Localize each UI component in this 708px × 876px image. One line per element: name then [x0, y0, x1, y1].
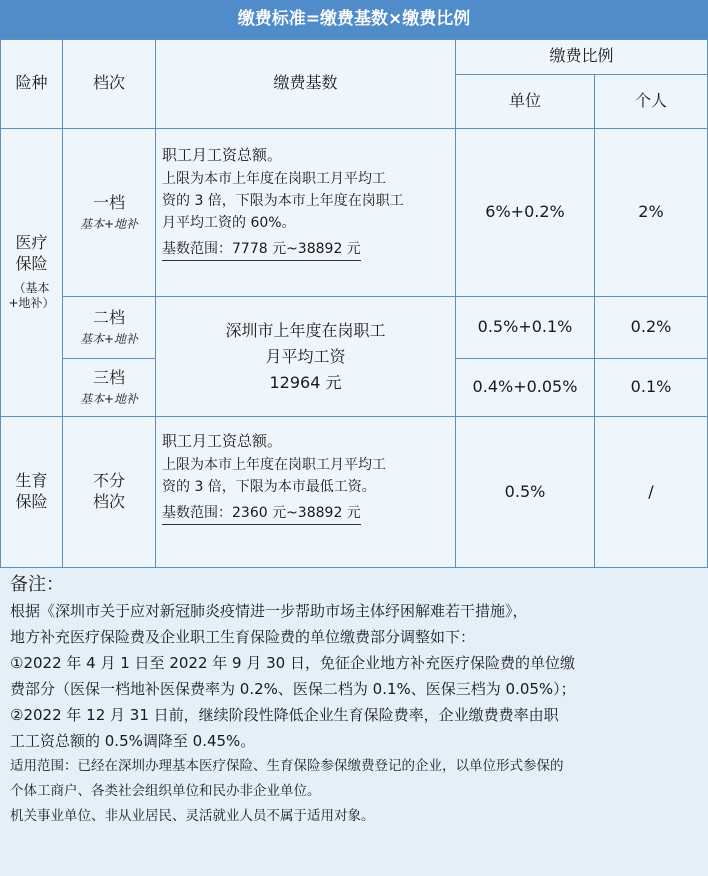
- maternity-name-line1: 生育: [15, 471, 48, 491]
- rate-table: [0, 38, 708, 568]
- tier2-name: 二档: [92, 307, 125, 327]
- col-header-personal: 个人: [634, 91, 667, 111]
- tier3-sub: 基本+地补: [79, 391, 139, 406]
- tier1-personal-rate: 2%: [638, 202, 664, 222]
- medical-name-note-line1: （基本: [13, 280, 50, 295]
- remarks-item-2a: ②2022 年 12 月 31 日前，继续阶段性降低企业生育保险费率，企业缴费费率由职: [10, 706, 559, 724]
- tier3-employer-rate: 0.4%+0.05%: [472, 377, 578, 397]
- col-header-employer: 单位: [508, 91, 541, 111]
- tier1-base-lead: 职工月工资总额。: [162, 146, 283, 164]
- tier1-employer-rate: 6%+0.2%: [485, 202, 565, 222]
- maternity-employer-rate: 0.5%: [504, 481, 546, 501]
- tier3-name: 三档: [92, 367, 125, 387]
- remarks-item-2b: 工工资总额的 0.5%调降至 0.45%。: [10, 732, 256, 750]
- maternity-tier-line2: 档次: [92, 492, 125, 511]
- maternity-base-range: 基数范围：2360 元~38892 元: [162, 502, 361, 525]
- maternity-insurance-label: [1, 417, 62, 567]
- shared-base-value: 12964 元: [269, 372, 342, 392]
- remarks-scope-b: 个体工商户、各类社会组织单位和民办非企业单位。: [10, 783, 321, 799]
- tier1-base-line3: 月平均工资的 60%。: [162, 215, 296, 231]
- remarks-title: 备注：: [10, 574, 64, 595]
- tier1-base-description: [162, 144, 452, 261]
- medical-name-note-line2: +地补）: [8, 296, 55, 311]
- col-header-insurance-type: 险种: [15, 73, 48, 93]
- tier3-personal-rate: 0.1%: [630, 377, 672, 397]
- remarks-paragraph-2: 地方补充医疗保险费及企业职工生育保险费的单位缴费部分调整如下：: [10, 628, 476, 646]
- medical-name-line1: 医疗: [15, 233, 48, 253]
- remarks-item-1b: 费部分（医保一档地补医保费率为 0.2%、医保二档为 0.1%、医保三档为 0.05%）；: [10, 680, 576, 698]
- tier2-sub: 基本+地补: [79, 331, 139, 346]
- tier2-3-shared-base: [156, 297, 455, 416]
- maternity-tier-label: [63, 417, 155, 567]
- medical-name-line2: 保险: [15, 253, 48, 273]
- maternity-name-line2: 保险: [15, 492, 48, 511]
- tier1-label: [63, 129, 155, 296]
- remarks-paragraph-1: 根据《深圳市关于应对新冠肺炎疫情进一步帮助市场主体纾困解难若干措施》，: [10, 602, 528, 620]
- maternity-personal-rate: /: [648, 481, 654, 501]
- remarks-item-1a: ①2022 年 4 月 1 日至 2022 年 9 月 30 日，免征企业地方补充医疗保险费的单位缴: [10, 654, 575, 672]
- tier1-sub: 基本+地补: [79, 216, 139, 231]
- tier1-name: 一档: [92, 192, 125, 212]
- col-header-ratio: 缴费比例: [549, 46, 614, 66]
- col-header-tier: 档次: [92, 73, 125, 93]
- header-title: 缴费标准=缴费基数×缴费比例: [0, 0, 708, 38]
- tier1-base-range: 基数范围：7778 元~38892 元: [162, 238, 361, 261]
- shared-base-line1: 深圳市上年度在岗职工: [225, 320, 386, 340]
- tier2-personal-rate: 0.2%: [630, 317, 672, 337]
- maternity-tier-line1: 不分: [92, 471, 125, 491]
- shared-base-line2: 月平均工资: [265, 346, 346, 366]
- remarks-exclusion: 机关事业单位、非从业居民、灵活就业人员不属于适用对象。: [10, 808, 375, 824]
- maternity-base-lead: 职工月工资总额。: [162, 432, 283, 450]
- maternity-base-line2: 资的 3 倍，下限为本市最低工资。: [162, 479, 376, 495]
- tier2-label: [63, 297, 155, 358]
- tier1-base-line2: 资的 3 倍，下限为本市上年度在岗职工: [162, 193, 404, 209]
- maternity-base-description: [162, 430, 452, 525]
- tier1-base-line1: 上限为本市上年度在岗职工月平均工: [162, 171, 386, 187]
- medical-insurance-label: [1, 129, 62, 416]
- remarks-section: [0, 568, 708, 876]
- remarks-scope-a: 适用范围：已经在深圳办理基本医疗保险、生育保险参保缴费登记的企业，以单位形式参保的: [10, 758, 564, 774]
- maternity-base-line1: 上限为本市上年度在岗职工月平均工: [162, 457, 386, 473]
- col-header-base: 缴费基数: [273, 73, 338, 93]
- tier3-label: [63, 359, 155, 416]
- tier2-employer-rate: 0.5%+0.1%: [477, 317, 573, 337]
